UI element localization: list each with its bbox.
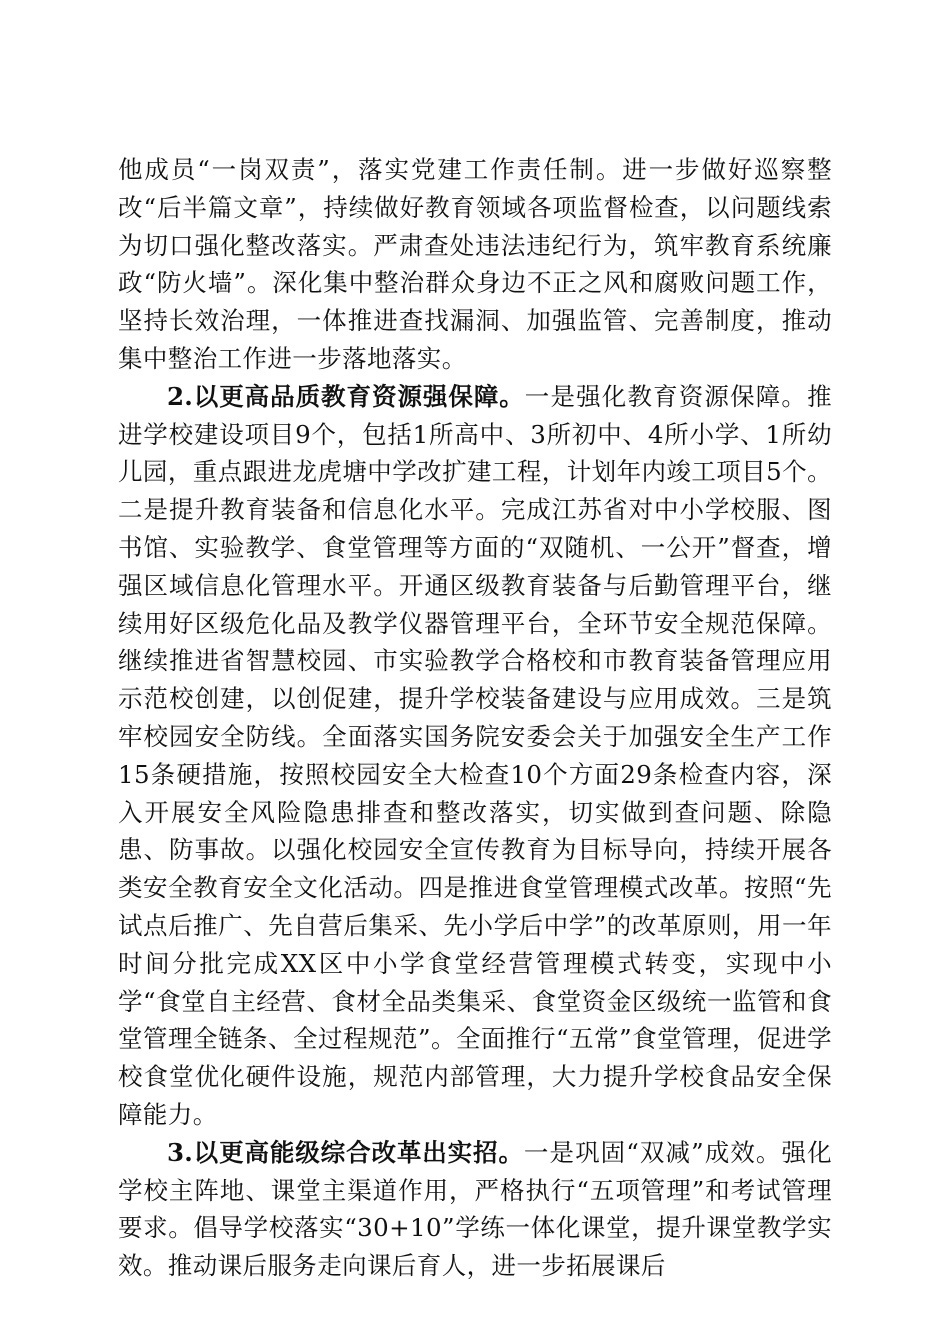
paragraph-education-resources	[118, 378, 832, 1134]
paragraph-text: 一是巩固“双减”成效。强化学校主阵地、课堂主渠道作用，严格执行“五项管理”和考试管理要求。倡导学校落实“30+10”学练一体化课堂，提升课堂教学实效。推动课后服务走向课后育人，进一步拓展课后	[118, 1137, 833, 1281]
paragraph-continuation	[118, 151, 832, 378]
paragraph-text: 一是强化教育资源保障。推进学校建设项目9个，包括1所高中、3所初中、4所小学、1所幼儿园，重点跟进龙虎塘中学改扩建工程，计划年内竣工项目5个。二是提升教育装备和信息化水平。完成江苏省对中小学校服、图书馆、实验教学、食堂管理等方面的“双随机、一公开”督查，增强区域信息化管理水平。开通区级教育装备与后勤管理平台，继续用好区级危化品及教学仪器管理平台，全环节安全规范保障。继续推进省智慧校园、市实验教学合格校和市教育装备管理应用示范校创建，以创促建，提升学校装备建设与应用成效。三是筑牢校园安全防线。全面落实国务院安委会关于加强安全生产工作15条硬措施，按照校园安全大检查10个方面29条检查内容，深入开展安全风险隐患排查和整改落实，切实做到查问题、除隐患、防事故。以强化校园安全宣传教育为目标导向，持续开展各类安全教育安全文化活动。四是推进食堂管理模式改革。按照“先试点后推广、先自营后集采、先小学后中学”的改革原则，用一年时间分批完成XX区中小学食堂经营管理模式转变，实现中小学“食堂自主经营、食材全品类集采、食堂资金区级统一监管和食堂管理全链条、全过程规范”。全面推行“五常”食堂管理，促进学校食堂优化硬件设施，规范内部管理，大力提升学校食品安全保障能力。	[118, 381, 832, 1129]
document-body	[118, 151, 832, 1285]
paragraph-comprehensive-reform	[118, 1134, 832, 1285]
section-heading-resources: 2.以更高品质教育资源强保障。	[167, 381, 525, 411]
section-heading-reform: 3.以更高能级综合改革出实招。	[167, 1137, 524, 1167]
paragraph-text: 他成员“一岗双责”，落实党建工作责任制。进一步做好巡察整改“后半篇文章”，持续做好教育领域各项监督检查，以问题线索为切口强化整改落实。严肃查处违法违纪行为，筑牢教育系统廉政“防火墙”。深化集中整治群众身边不正之风和腐败问题工作，坚持长效治理，一体推进查找漏洞、加强监管、完善制度，推动集中整治工作进一步落地落实。	[118, 155, 832, 373]
